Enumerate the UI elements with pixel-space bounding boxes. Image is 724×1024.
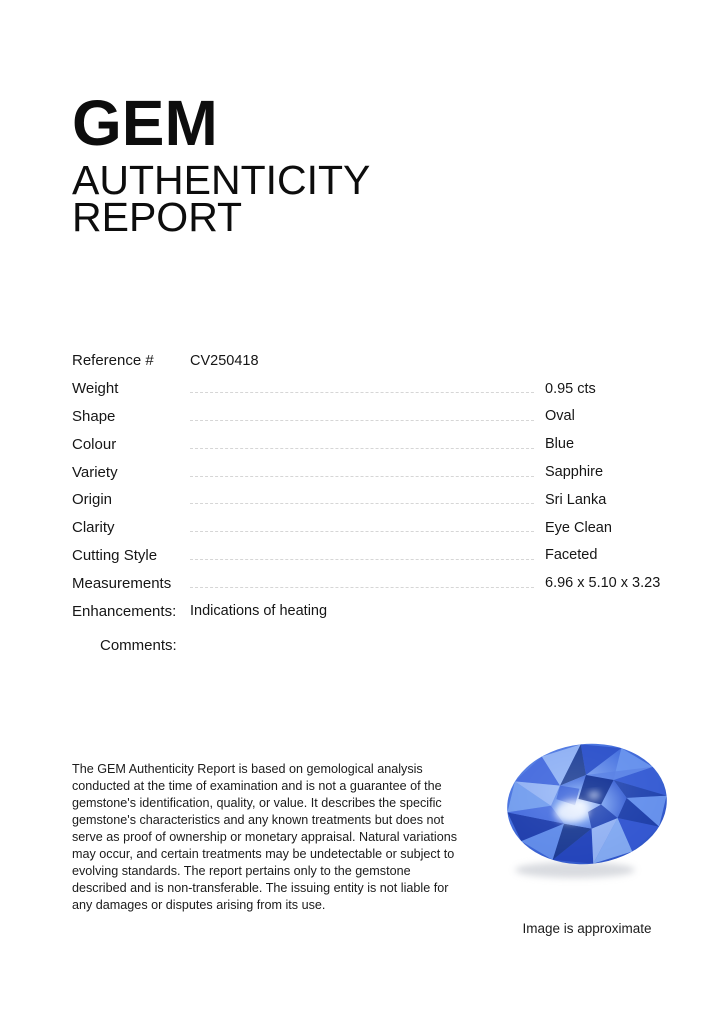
- field-label: Shape: [72, 407, 116, 425]
- field-label: Measurements: [72, 574, 172, 592]
- field-row-shape: [72, 403, 662, 431]
- dotted-leader-line: [190, 392, 534, 393]
- dotted-leader-line: [190, 531, 534, 532]
- dotted-leader-line: [190, 587, 534, 588]
- report-subtitle: AUTHENTICITY REPORT: [72, 157, 370, 240]
- gem-photo: [499, 736, 675, 886]
- field-row-weight: [72, 375, 662, 403]
- field-row-comments: [72, 632, 662, 660]
- field-value: 0.95 cts: [545, 380, 596, 397]
- field-value: Eye Clean: [545, 519, 612, 536]
- field-row-colour: [72, 430, 662, 458]
- field-label: Variety: [72, 463, 118, 481]
- sapphire-gem-illustration: [499, 736, 675, 886]
- dotted-leader-line: [190, 448, 534, 449]
- field-row-enhancements: [72, 597, 662, 625]
- disclaimer-text: The GEM Authenticity Report is based on gemological analysis conducted at the time of examination and is not a guarantee of the gemstone's identification, quality, or value. It describes the specific gemstone's characteristics and any known treatments but does not serve as proof of ownership or monetary appraisal. Natural variations may occur, and certain treatments may be undetectable or subject to evolving standards. The report pertains only to the gemstone described and is non-transferable. The issuing entity is not liable for any damages or disputes arising from its use.: [72, 762, 457, 912]
- field-row-cutting-style: [72, 542, 662, 570]
- field-value: 6.96 x 5.10 x 3.23: [545, 575, 661, 592]
- field-value: Oval: [545, 408, 575, 425]
- field-row-origin: [72, 486, 662, 514]
- field-value: CV250418: [190, 352, 259, 369]
- brand-title: GEM: [72, 87, 218, 159]
- field-value: Faceted: [545, 547, 598, 564]
- field-label: Weight: [72, 380, 119, 398]
- field-label: Cutting Style: [72, 546, 158, 564]
- dotted-leader-line: [190, 476, 534, 477]
- report-header: [72, 87, 412, 240]
- field-value: Sapphire: [545, 464, 604, 481]
- dotted-leader-line: [190, 420, 534, 421]
- field-row-reference: [72, 347, 662, 375]
- field-row-clarity: [72, 514, 662, 542]
- image-caption: Image is approximate: [522, 921, 652, 936]
- field-label: Clarity: [72, 519, 115, 537]
- gem-properties-list: [72, 347, 662, 660]
- field-label: Reference #: [72, 352, 154, 370]
- field-row-variety: [72, 458, 662, 486]
- field-label: Enhancements:: [72, 602, 177, 620]
- field-label: Origin: [72, 491, 113, 509]
- field-value: Blue: [545, 436, 575, 453]
- dotted-leader-line: [190, 503, 534, 504]
- field-value: Indications of heating: [190, 603, 328, 620]
- dotted-leader-line: [190, 559, 534, 560]
- field-label: Colour: [72, 435, 117, 453]
- field-value: Sri Lanka: [545, 491, 607, 508]
- field-label: Comments:: [100, 637, 177, 655]
- field-row-measurements: [72, 569, 662, 597]
